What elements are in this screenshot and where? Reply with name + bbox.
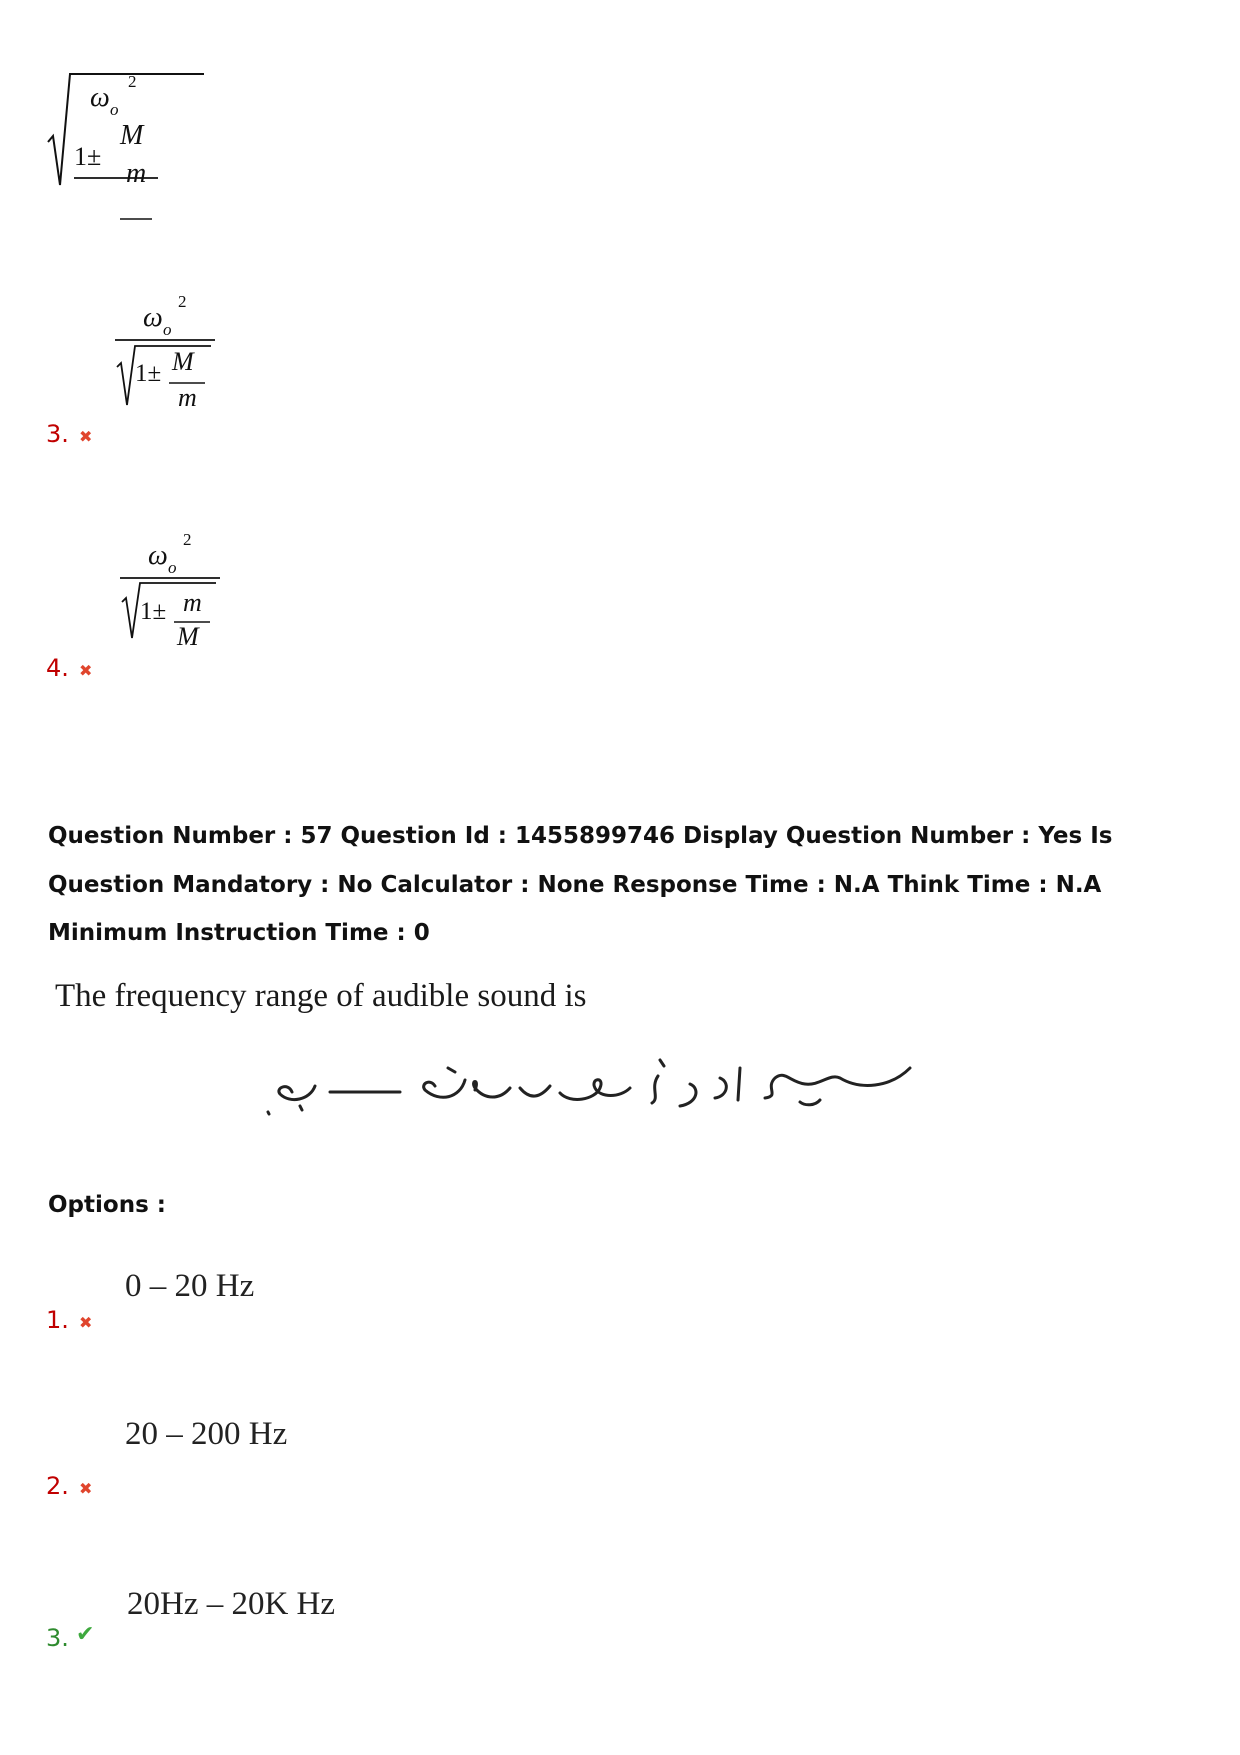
one-plus-minus: 1± — [135, 360, 162, 387]
cross-icon: ✖ — [79, 1313, 93, 1332]
option-number: 4. — [46, 654, 69, 682]
prev-option-4 — [0, 528, 400, 698]
fraction-denominator: m — [178, 383, 197, 412]
options-heading: Options : — [48, 1192, 166, 1218]
option-3 — [0, 1578, 500, 1658]
option-value: 20 – 200 Hz — [125, 1416, 288, 1452]
prev-option-3 — [0, 290, 400, 460]
one-plus-minus: 1± — [74, 142, 102, 171]
fraction-numerator: m — [183, 588, 202, 617]
omega-superscript: 2 — [183, 530, 192, 549]
formula-fragment-top — [48, 62, 168, 192]
omega-superscript: 2 — [178, 292, 187, 311]
one-plus-minus: 1± — [140, 598, 167, 625]
formula-option-4 — [120, 528, 240, 658]
option-number: 3. — [46, 1624, 69, 1652]
option-number: 3. — [46, 420, 69, 448]
option-1 — [0, 1260, 500, 1340]
fraction-denominator: M — [177, 622, 199, 651]
omega-symbol: ω — [148, 540, 168, 571]
fraction-numerator: M — [172, 347, 194, 376]
option-value: 0 – 20 Hz — [125, 1268, 255, 1304]
omega-subscript: o — [168, 558, 177, 577]
cross-icon: ✖ — [79, 661, 93, 680]
omega-subscript: o — [110, 100, 119, 119]
omega-superscript: 2 — [128, 72, 137, 91]
omega-subscript: o — [163, 320, 172, 339]
cross-icon: ✖ — [79, 1479, 93, 1498]
fraction-denominator: m — [126, 158, 147, 189]
fraction-numerator: M — [120, 120, 144, 151]
question-text: The frequency range of audible sound is — [55, 978, 587, 1014]
cross-icon: ✖ — [79, 427, 93, 446]
option-number: 2. — [46, 1472, 69, 1500]
question-metadata: Question Number : 57 Question Id : 1455899746 Display Question Number : Yes Is Question Mandatory : No Calculator : None Response Time : N.A Think Time : N.A Minimum Instruction Time : 0 — [48, 823, 1113, 946]
check-icon: ✔ — [76, 1622, 95, 1647]
formula-option-3 — [115, 290, 235, 420]
urdu-handwritten-text — [260, 1048, 920, 1138]
omega-symbol: ω — [143, 302, 163, 333]
omega-symbol: ω — [90, 82, 110, 113]
option-2 — [0, 1408, 500, 1500]
option-number: 1. — [46, 1306, 69, 1334]
option-value: 20Hz – 20K Hz — [127, 1586, 336, 1622]
